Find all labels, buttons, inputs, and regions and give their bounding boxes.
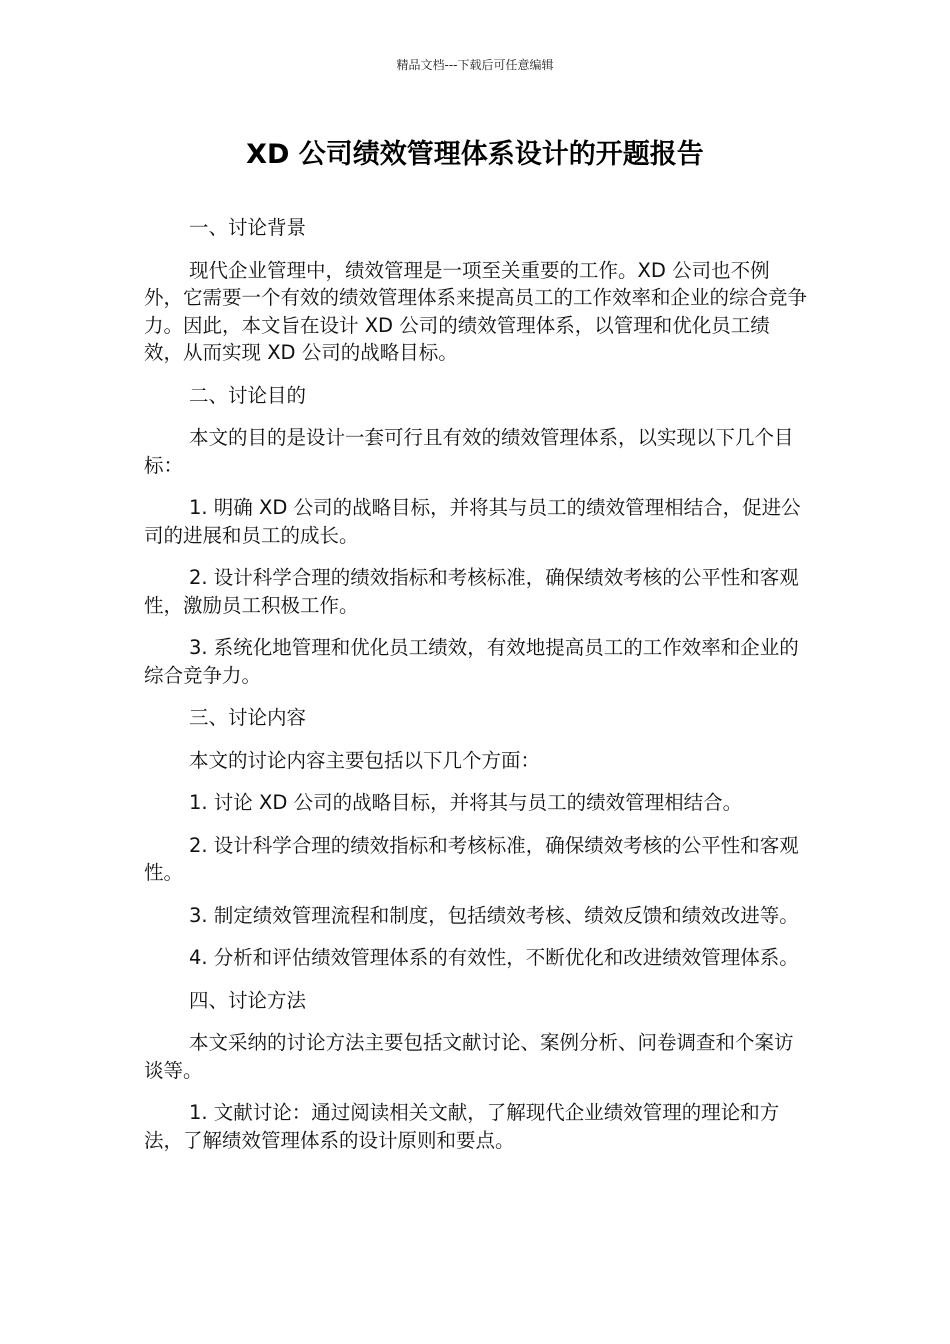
list-item-content-1: 1. 讨论 XD 公司的战略目标，并将其与员工的绩效管理相结合。	[189, 791, 743, 814]
document-body	[144, 214, 808, 1169]
list-item-purpose-1: 1. 明确 XD 公司的战略目标，并将其与员工的绩效管理相结合，促进公司的进展和员工的成长。	[144, 496, 801, 547]
paragraph-background: 现代企业管理中，绩效管理是一项至关重要的工作。XD 公司也不例外，它需要一个有效的绩效管理体系来提高员工的工作效率和企业的综合竞争力。因此，本文旨在设计 XD 公司的绩效管理体系，以管理和优化员工绩效，从而实现 XD 公司的战略目标。	[144, 258, 808, 364]
page-header: 精品文档---下载后可任意编辑	[396, 58, 554, 72]
list-item-content-4: 4. 分析和评估绩效管理体系的有效性，不断优化和改进绩效管理体系。	[189, 946, 799, 969]
list-item-purpose-2: 2. 设计科学合理的绩效指标和考核标准，确保绩效考核的公平性和客观性，激励员工积极工作。	[144, 566, 799, 617]
document-title: XD 公司绩效管理体系设计的开题报告	[246, 139, 704, 170]
list-item-content-2: 2. 设计科学合理的绩效指标和考核标准，确保绩效考核的公平性和客观性。	[144, 833, 799, 884]
list-item-method-1: 1. 文献讨论：通过阅读相关文献，了解现代企业绩效管理的理论和方法，了解绩效管理体系的设计原则和要点。	[144, 1101, 780, 1152]
list-item-purpose-3: 3. 系统化地管理和优化员工绩效，有效地提高员工的工作效率和企业的综合竞争力。	[144, 636, 799, 687]
section-heading-purpose: 二、讨论目的	[189, 383, 307, 407]
section-heading-background: 一、讨论背景	[189, 216, 307, 239]
paragraph-method: 本文采纳的讨论方法主要包括文献讨论、案例分析、问卷调查和个案访谈等。	[144, 1031, 794, 1082]
list-item-content-3: 3. 制定绩效管理流程和制度，包括绩效考核、绩效反馈和绩效改进等。	[189, 903, 799, 927]
paragraph-content: 本文的讨论内容主要包括以下几个方面：	[189, 748, 541, 772]
section-heading-content: 三、讨论内容	[189, 706, 307, 729]
paragraph-purpose: 本文的目的是设计一套可行且有效的绩效管理体系，以实现以下几个目标：	[144, 426, 794, 477]
section-heading-method: 四、讨论方法	[189, 988, 307, 1012]
